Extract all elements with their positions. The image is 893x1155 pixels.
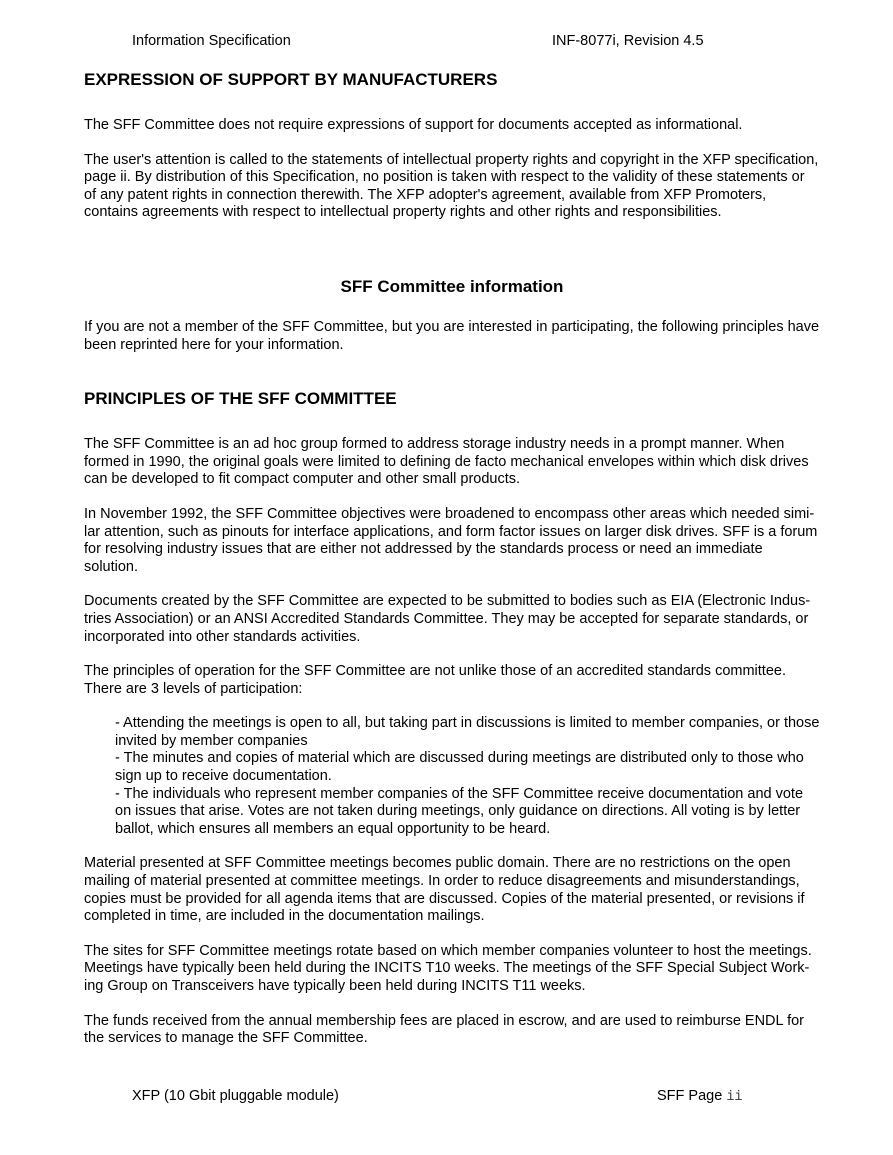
principles-paragraph-7: The funds received from the annual membership fees are placed in escrow, and are used to reimburse ENDL for the services to manage the SFF Committee. — [84, 1012, 805, 1047]
participation-level-1: - Attending the meetings is open to all, but taking part in discussions is limited to member companies, or those invited by member companies — [115, 715, 820, 749]
principles-paragraph-3: Documents created by the SFF Committee are expected to be submitted to bodies such as EIA (Electronic Indus-tries Association) or an ANSI Accredited Standards Committee. They may be accepted for separate standards, or incorporated into other standards activities. — [84, 593, 811, 645]
committee-info-title: SFF Committee information — [340, 276, 564, 296]
support-section-title: EXPRESSION OF SUPPORT BY MANUFACTURERS — [84, 70, 498, 89]
principles-paragraph-5: Material presented at SFF Committee meetings becomes public domain. There are no restrictions on the open mailing of material presented at committee meetings. In order to reduce disagreements and misunderstandings, copies must be provided for all agenda items that are discussed. Copies of the material presented, or revisions if completed in time, are included in the documentation mailings. — [84, 855, 805, 925]
footer-left: XFP (10 Gbit pluggable module) — [132, 1088, 339, 1104]
participation-level-3: - The individuals who represent member companies of the SFF Committee receive documentation and vote on issues that arise. Votes are not taken during meetings, only guidance on directions. All voting is by letter ballot, which ensures all members an equal opportunity to be heard. — [115, 785, 804, 837]
footer-page-number: ii — [726, 1090, 743, 1105]
support-paragraph-2: The user's attention is called to the statements of intellectual property rights and copyright in the XFP specification, page ii. By distribution of this Specification, no position is taken with respect to the validity of these statements or of any patent rights in connection therewith. The XFP adopter's agreement, available from XFP Promoters, contains agreements with respect to intellectual property rights and other rights and responsibilities. — [84, 151, 819, 221]
support-paragraph-1: The SFF Committee does not require expressions of support for documents accepted as informational. — [84, 117, 743, 133]
principles-section-title: PRINCIPLES OF THE SFF COMMITTEE — [84, 389, 397, 409]
footer-page-label: SFF Page — [657, 1088, 723, 1104]
footer-right — [657, 1088, 743, 1106]
header-left: Information Specification — [132, 33, 291, 49]
principles-paragraph-4: The principles of operation for the SFF Committee are not unlike those of an accredited standards committee. There are 3 levels of participation: — [84, 663, 786, 697]
participation-level-2: - The minutes and copies of material which are discussed during meetings are distributed only to those who sign up to receive documentation. — [115, 750, 804, 785]
header-right: INF-8077i, Revision 4.5 — [552, 33, 704, 49]
principles-paragraph-6: The sites for SFF Committee meetings rotate based on which member companies volunteer to host the meetings. Meetings have typically been held during the INCITS T10 weeks. The meetings of the SFF Special Subject Work-ing Group on Transceivers have typically been held during INCITS T11 weeks. — [84, 942, 812, 994]
principles-paragraph-2: In November 1992, the SFF Committee objectives were broadened to encompass other areas which needed simi-lar attention, such as pinouts for interface applications, and form factor issues on larger disk drives. SFF is a forum for resolving industry issues that are either not addressed by the standards process or need an immediate solution. — [84, 505, 818, 575]
page-content — [84, 70, 820, 1048]
committee-info-paragraph: If you are not a member of the SFF Committee, but you are interested in participating, the following principles have been reprinted here for your information. — [84, 318, 820, 353]
principles-paragraph-1: The SFF Committee is an ad hoc group formed to address storage industry needs in a prompt manner. When formed in 1990, the original goals were limited to defining de facto mechanical envelopes within which disk drives can be developed to fit compact computer and other small products. — [84, 436, 809, 488]
